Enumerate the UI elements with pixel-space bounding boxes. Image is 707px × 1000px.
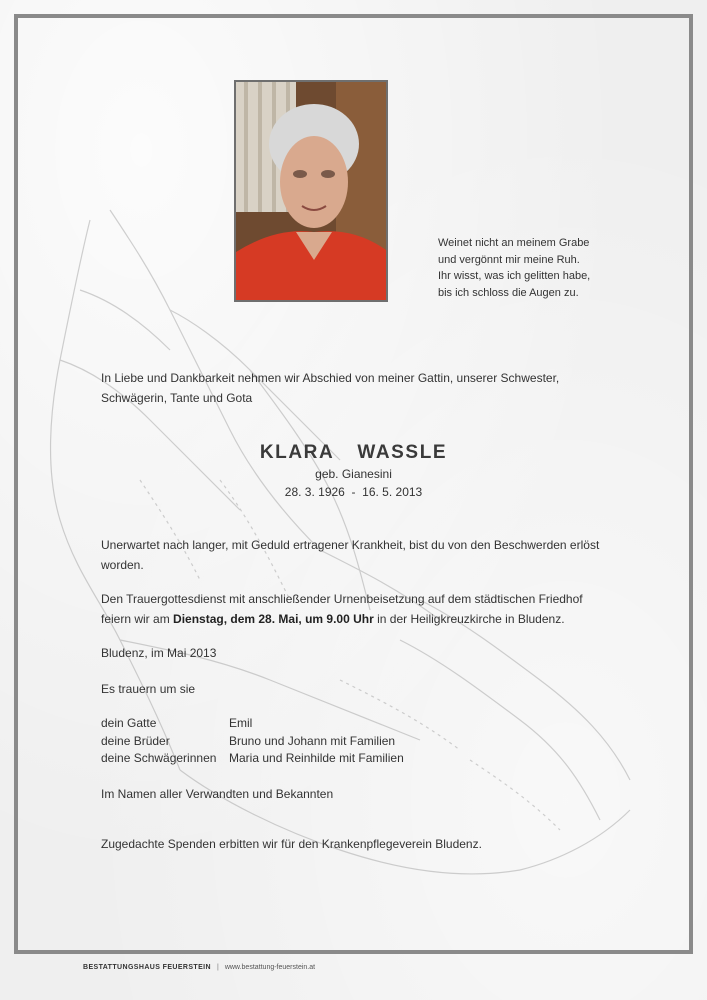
deceased-block: [0, 441, 707, 501]
mourn-heading: Es trauern um sie: [101, 682, 196, 696]
place-date: Bludenz, im Mai 2013: [101, 646, 217, 660]
portrait-photo: [234, 80, 388, 302]
mourner-row: [101, 750, 601, 768]
mourner-relation: deine Schwägerinnen: [101, 751, 217, 765]
mourner-row: [101, 715, 601, 733]
footer-separator: |: [216, 964, 219, 971]
life-dates: 28. 3. 1926 - 16. 5. 2013: [284, 485, 423, 499]
birth-name: geb. Gianesini: [315, 467, 392, 481]
footer: [83, 964, 315, 971]
portrait-photo-illustration: [236, 82, 386, 300]
poem-line: Weinet nicht an meinem Grabe: [438, 237, 590, 249]
illness-paragraph: Unerwartet nach langer, mit Geduld ertragener Krankheit, bist du von den Beschwerden erlöst worden.: [101, 538, 600, 572]
mourner-names: Bruno und Johann mit Familien: [229, 733, 396, 748]
poem-line: und vergönnt mir meine Ruh.: [438, 253, 580, 266]
mourner-relation: deine Brüder: [101, 733, 170, 748]
service-paragraph: [101, 589, 601, 629]
mourner-row: [101, 733, 601, 751]
intro-text: In Liebe und Dankbarkeit nehmen wir Abschied von meiner Gattin, unserer Schwester, Schwägerin, Tante und Gota: [101, 371, 560, 405]
deceased-name: KLARA WASSLE: [259, 442, 448, 463]
footer-url[interactable]: www.bestattung-feuerstein.at: [224, 964, 316, 971]
donations-line: Zugedachte Spenden erbitten wir für den Krankenpflegeverein Bludenz.: [101, 836, 482, 851]
mourners-list: [101, 715, 601, 768]
funeral-home-name: BESTATTUNGSHAUS FEUERSTEIN: [83, 964, 211, 971]
relatives-line: Im Namen aller Verwandten und Bekannten: [101, 786, 334, 801]
poem-line: bis ich schloss die Augen zu.: [438, 286, 579, 299]
mourner-names: Emil: [229, 716, 253, 730]
poem: [438, 235, 638, 301]
mourner-names: Maria und Reinhilde mit Familien: [229, 751, 404, 765]
body-text: [101, 535, 601, 854]
service-text-end: in der Heiligkreuzkirche in Bludenz.: [373, 612, 565, 626]
service-date-time: Dienstag, dem 28. Mai, um 9.00 Uhr: [173, 612, 374, 626]
poem-line: Ihr wisst, was ich gelitten habe,: [438, 270, 591, 282]
service-text-start: Den Trauergottesdienst mit anschließender Urnenbeisetzung auf dem städtischen Friedhof feiern wir am: [101, 592, 583, 626]
mourner-relation: dein Gatte: [101, 716, 157, 730]
